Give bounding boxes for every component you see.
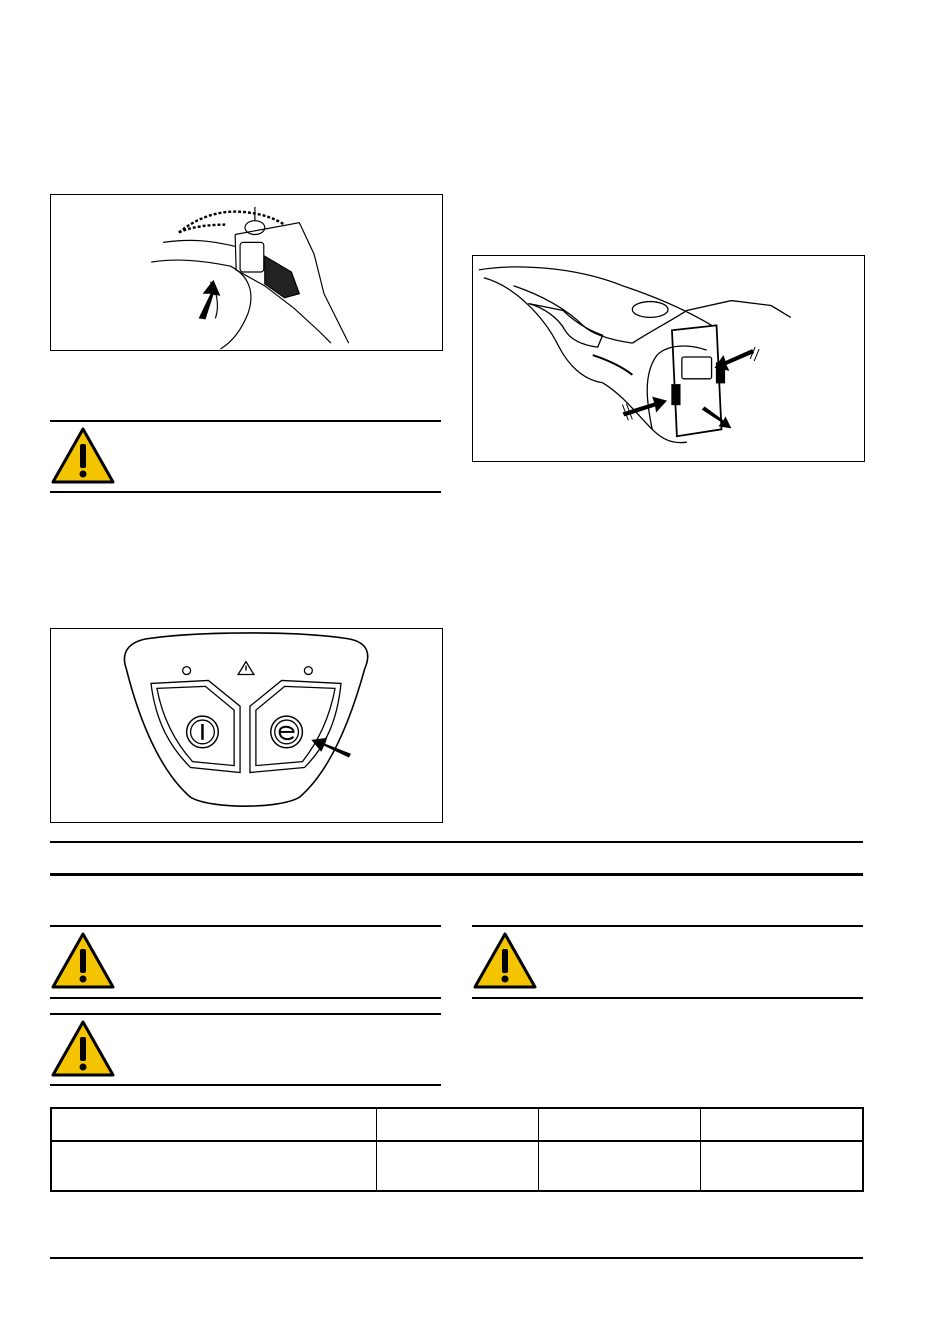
table-cell xyxy=(539,1141,701,1191)
chainsaw-hand-icon xyxy=(51,195,442,350)
battery-release-icon xyxy=(473,256,864,461)
footer-rule xyxy=(50,1257,863,1259)
warning-top-rule xyxy=(50,925,441,927)
warning-triangle-icon xyxy=(50,1019,116,1079)
section-rule-top xyxy=(50,841,863,843)
table-cell xyxy=(700,1141,863,1191)
table-header-cell xyxy=(376,1108,539,1141)
warning-bottom-rule xyxy=(50,491,441,493)
warning-bottom-rule xyxy=(50,1084,441,1086)
table-cell xyxy=(376,1141,539,1191)
warning-top-rule xyxy=(472,925,863,927)
warning-bottom-rule xyxy=(50,997,441,999)
table-cell xyxy=(51,1141,376,1191)
table-header-cell xyxy=(51,1108,376,1141)
table-header-cell xyxy=(700,1108,863,1141)
power-button-panel-icon xyxy=(51,629,442,822)
warning-bottom-rule xyxy=(472,997,863,999)
warning-triangle-icon xyxy=(472,931,538,991)
table-header-cell xyxy=(539,1108,701,1141)
spec-table xyxy=(50,1107,864,1192)
chain-tension-figure xyxy=(50,194,443,351)
warning-top-rule xyxy=(50,420,441,422)
section-rule-bottom xyxy=(50,873,863,876)
battery-removal-figure xyxy=(472,255,865,462)
control-panel-figure xyxy=(50,628,443,823)
warning-triangle-icon xyxy=(50,931,116,991)
table-header-row xyxy=(51,1108,863,1141)
warning-top-rule xyxy=(50,1013,441,1015)
warning-triangle-icon xyxy=(50,426,116,486)
table-row xyxy=(51,1141,863,1191)
